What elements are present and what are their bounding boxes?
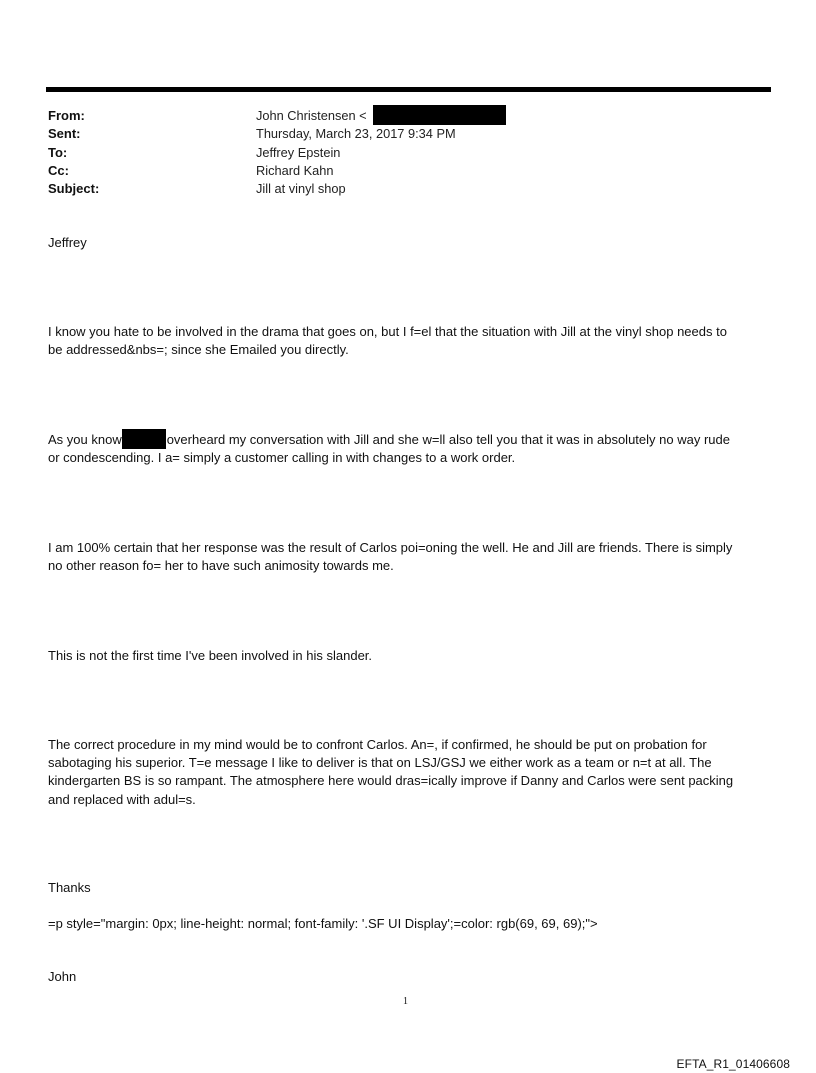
html-artifact-line: =p style="margin: 0px; line-height: normal; font-family: '.SF UI Display';=color: rgb(69, 69, 69);"> [48,916,598,931]
thanks-line: Thanks [48,880,91,895]
cc-value: Richard Kahn [256,162,334,178]
paragraph-line [48,431,770,449]
paragraph-line: and replaced with adul=s. [48,791,196,807]
paragraph-4: This is not the first time I've been involved in his slander. [48,648,373,663]
line-start: As you know [48,432,122,447]
signature: John [48,969,77,984]
from-name: John Christensen < [256,108,367,123]
paragraph-5 [48,736,770,809]
paragraph-line: sabotaging his superior. T=e message I like to deliver is that on LSJ/GSJ we either work as a team or n=t at all. The [48,755,712,771]
paragraph-3 [48,539,770,575]
bates-number: EFTA_R1_01406608 [676,1057,790,1071]
redaction-box [122,429,166,449]
paragraph-line: I know you hate to be involved in the drama that goes on, but I f=el that the situation with Jill at the vinyl shop needs to [48,324,727,339]
header-rule [46,87,771,92]
paragraph-line: or condescending. I a= simply a customer calling in with changes to a work order. [48,450,516,466]
to-label: To: [48,144,68,160]
redaction-box [373,105,506,125]
paragraph-line: no other reason fo= her to have such animosity towards me. [48,558,394,574]
greeting: Jeffrey [48,235,87,250]
subject-value: Jill at vinyl shop [256,181,346,197]
to-value: Jeffrey Epstein [256,144,341,160]
sent-value: Thursday, March 23, 2017 9:34 PM [256,126,456,142]
paragraph-1 [48,323,770,359]
subject-label: Subject: [48,181,100,197]
paragraph-line: I am 100% certain that her response was the result of Carlos poi=oning the well. He and Jill are friends. There is simply [48,540,733,555]
line-end: overheard my conversation with Jill and she w=ll also tell you that it was in absolutely no way rude [166,432,730,447]
from-label: From: [48,108,85,123]
cc-label: Cc: [48,162,69,178]
from-value [256,107,506,125]
paragraph-2 [48,431,770,467]
page-number: 1 [403,996,408,1007]
paragraph-line: kindergarten BS is so rampant. The atmosphere here would dras=ically improve if Danny and Carlos were sent packing [48,773,734,789]
paragraph-line: The correct procedure in my mind would be to confront Carlos. An=, if confirmed, he should be put on probation for [48,737,707,752]
sent-label: Sent: [48,126,81,142]
paragraph-line: be addressed&nbs=; since she Emailed you directly. [48,342,349,358]
